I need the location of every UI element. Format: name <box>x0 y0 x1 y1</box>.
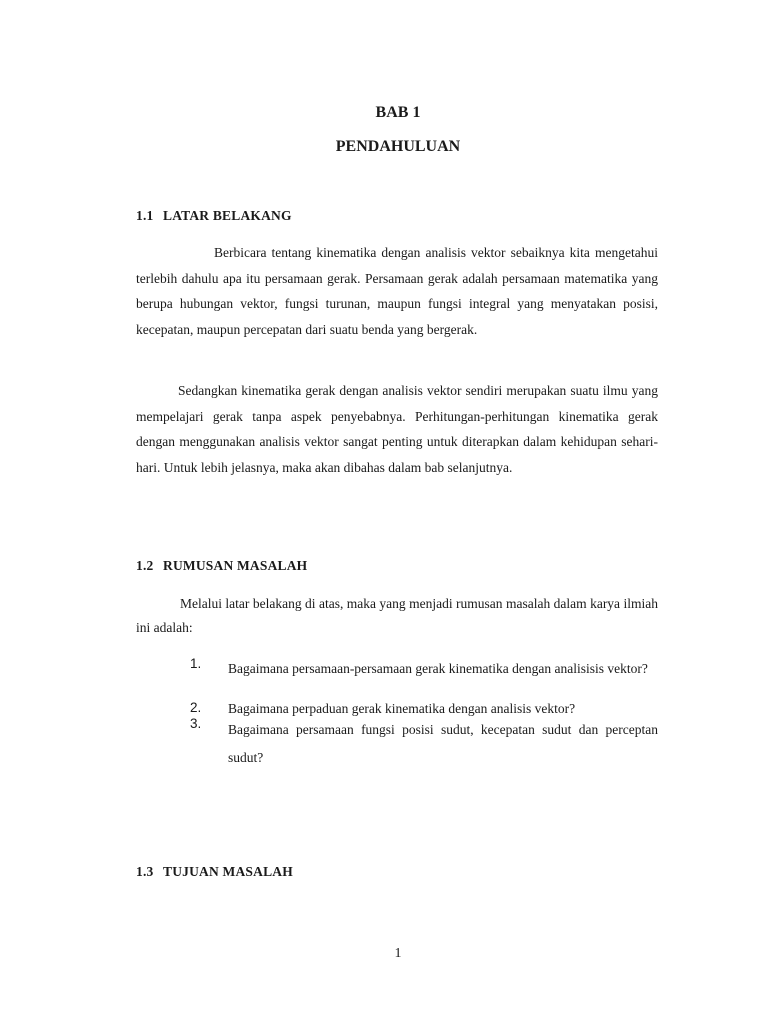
list-text: Bagaimana persamaan fungsi posisi sudut, kecepatan sudut dan perceptan sudut? <box>228 722 658 765</box>
section-heading-rumusan-masalah <box>136 558 307 574</box>
paragraph: Melalui latar belakang di atas, maka yang menjadi rumusan masalah dalam karya ilmiah ini adalah: <box>136 596 658 635</box>
chapter-title: PENDAHULUAN <box>335 138 461 155</box>
section-number: 1.3 <box>136 864 154 879</box>
list-index: 1. <box>190 656 202 671</box>
section-title: RUMUSAN MASALAH <box>163 558 308 573</box>
chapter-number: BAB 1 <box>375 104 421 121</box>
list-index: 3. <box>190 716 202 731</box>
section-number: 1.1 <box>136 208 154 223</box>
section-title: LATAR BELAKANG <box>163 208 292 223</box>
page-number: 1 <box>394 946 402 961</box>
section-title: TUJUAN MASALAH <box>163 864 293 879</box>
section-heading-tujuan-masalah <box>136 864 293 880</box>
section-heading-latar-belakang <box>136 208 292 224</box>
paragraph: Sedangkan kinematika gerak dengan analisis vektor sendiri merupakan suatu ilmu yang mempelajari gerak tanpa aspek penyebabnya. Perhitungan-perhitungan kinematika gerak dengan menggunakan analisis vektor sangat penting untuk diterapkan dalam kehidupan sehari-hari. Untuk lebih jelasnya, maka akan dibahas dalam bab selanjutnya. <box>136 383 658 475</box>
paragraph: Berbicara tentang kinematika dengan analisis vektor sebaiknya kita mengetahui terlebih dahulu apa itu persamaan gerak. Persamaan gerak adalah persamaan matematika yang berupa hubungan vektor, fungsi turunan, maupun fungsi integral yang menyatakan posisi, kecepatan, maupun percepatan dari suatu benda yang bergerak. <box>136 245 658 337</box>
list-text: Bagaimana perpaduan gerak kinematika dengan analisis vektor? <box>228 701 576 716</box>
section-number: 1.2 <box>136 558 154 573</box>
list-index: 2. <box>190 700 202 715</box>
list-text: Bagaimana persamaan-persamaan gerak kinematika dengan analisisis vektor? <box>228 661 648 676</box>
